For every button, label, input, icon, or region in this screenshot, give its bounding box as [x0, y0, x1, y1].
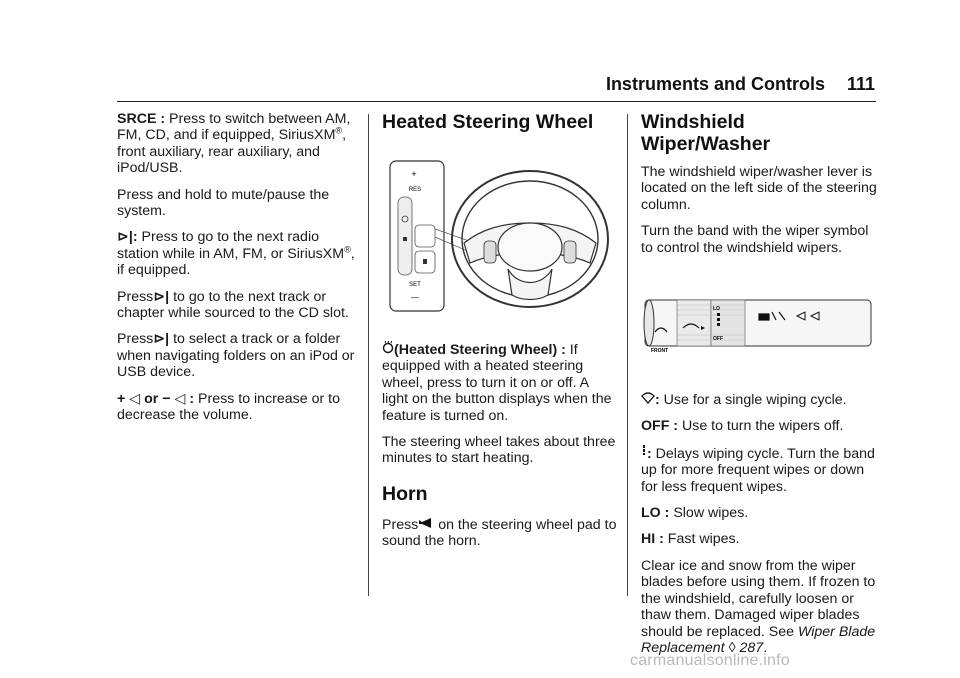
volume-icon: ◁	[129, 390, 141, 407]
horn-pad	[498, 223, 562, 271]
delay-paragraph: : Delays wiping cycle. Turn the band up for more frequent wipes or down for less frequent wipes.	[641, 445, 875, 495]
volume-icon: ◁	[174, 390, 186, 407]
off-term: OFF :	[641, 418, 679, 435]
hsw-paragraph: (Heated Steering Wheel) : If equipped with a heated steering wheel, press to turn it on or off. A light on the button displays when the feature is turned on.	[382, 342, 612, 424]
steering-wheel-figure	[382, 159, 614, 314]
horn-icon	[418, 517, 434, 533]
seek-next-icon: ⊳|	[153, 331, 170, 348]
wiper-lever-figure	[641, 280, 873, 370]
next-track-paragraph: Press⊳| to go to the next track or chapter while sourced to the CD slot.	[117, 288, 349, 322]
heated-steering-heading: Heated Steering Wheel	[382, 111, 594, 133]
single-wipe-paragraph: : Use for a single wiping cycle.	[641, 392, 877, 408]
page-ref-icon: ◊	[728, 639, 736, 656]
column-divider	[627, 114, 628, 596]
srce-paragraph: SRCE : Press to switch between AM, FM, CD, and if equipped, SiriusXM®, front auxiliary, rear auxiliary, and iPod/USB.	[117, 111, 351, 177]
column-divider	[368, 114, 369, 596]
watermark: carmanualsonline.info	[630, 652, 790, 669]
mist-icon	[641, 392, 655, 408]
volume-paragraph: + ◁ or − ◁ : Press to increase or to decrease the volume.	[117, 390, 340, 424]
header-rule	[117, 101, 876, 102]
icon	[403, 237, 407, 241]
hsw-label: (Heated Steering Wheel) :	[394, 342, 566, 358]
delay-mark	[717, 323, 720, 326]
heat-time-paragraph: The steering wheel takes about three minutes to start heating.	[382, 434, 616, 467]
next-station-paragraph: ⊳|: Press to go to the next radio station while in AM, FM, or SiriusXM®, if equipped.	[117, 229, 355, 279]
wiper-band-paragraph: Turn the band with the wiper symbol to control the windshield wipers.	[641, 223, 869, 256]
page-header	[560, 74, 875, 95]
lever-tip	[644, 300, 654, 346]
lower-spoke	[508, 269, 552, 300]
horn-heading: Horn	[382, 482, 428, 505]
plus-label: +	[411, 169, 417, 179]
delay-mark	[717, 318, 720, 321]
column-steering-horn	[382, 111, 618, 560]
icon	[423, 259, 427, 264]
horn-paragraph: Press on the steering wheel pad to sound the horn.	[382, 516, 617, 550]
heated-wheel-icon	[382, 341, 394, 358]
heat-button	[415, 225, 435, 247]
column-audio-controls	[117, 111, 359, 434]
wheel-left-buttons	[484, 241, 496, 263]
front-label: FRONT	[651, 348, 669, 355]
rocker-left	[398, 197, 412, 275]
wheel-right-buttons	[564, 241, 576, 263]
lo-paragraph: LO : Slow wipes.	[641, 505, 749, 522]
srce-label: SRCE :	[117, 111, 166, 127]
delay-mark	[717, 313, 720, 316]
seek-next-icon: ⊳|	[153, 288, 170, 305]
lo-term: LO :	[641, 505, 670, 522]
mute-paragraph: Press and hold to mute/pause the system.	[117, 186, 330, 220]
folder-paragraph: Press⊳| to select a track or a folder when navigating folders on an iPod or USB device.	[117, 331, 355, 381]
knurled-band	[677, 300, 711, 346]
seek-next-icon: ⊳|	[117, 229, 133, 246]
clear-ice-paragraph: Clear ice and snow from the wiper blades before using them. If frozen to the windshield, carefully loosen or thaw them. Damaged wiper blades should be replaced. See Wiper Blade Replacement ◊ 287.	[641, 557, 876, 656]
wiper-blade-link[interactable]: Wiper Blade Replacement	[641, 623, 876, 656]
section-title: Instruments and Controls	[605, 74, 825, 94]
wiper-heading: Windshield Wiper/Washer	[641, 111, 771, 155]
off-paragraph: OFF : Use to turn the wipers off.	[641, 418, 844, 435]
wiper-location-paragraph: The windshield wiper/washer lever is located on the left side of the steering column.	[641, 164, 877, 213]
hi-paragraph: HI : Fast wipes.	[641, 531, 740, 548]
off-label: OFF	[713, 336, 723, 343]
set-label: SET	[409, 282, 421, 288]
minus-label: —	[411, 293, 419, 302]
hi-term: HI :	[641, 531, 664, 548]
res-label: RES	[408, 187, 422, 193]
column-wiper	[641, 111, 877, 666]
page-number: 111	[846, 74, 875, 94]
lo-label: LO	[713, 306, 720, 313]
